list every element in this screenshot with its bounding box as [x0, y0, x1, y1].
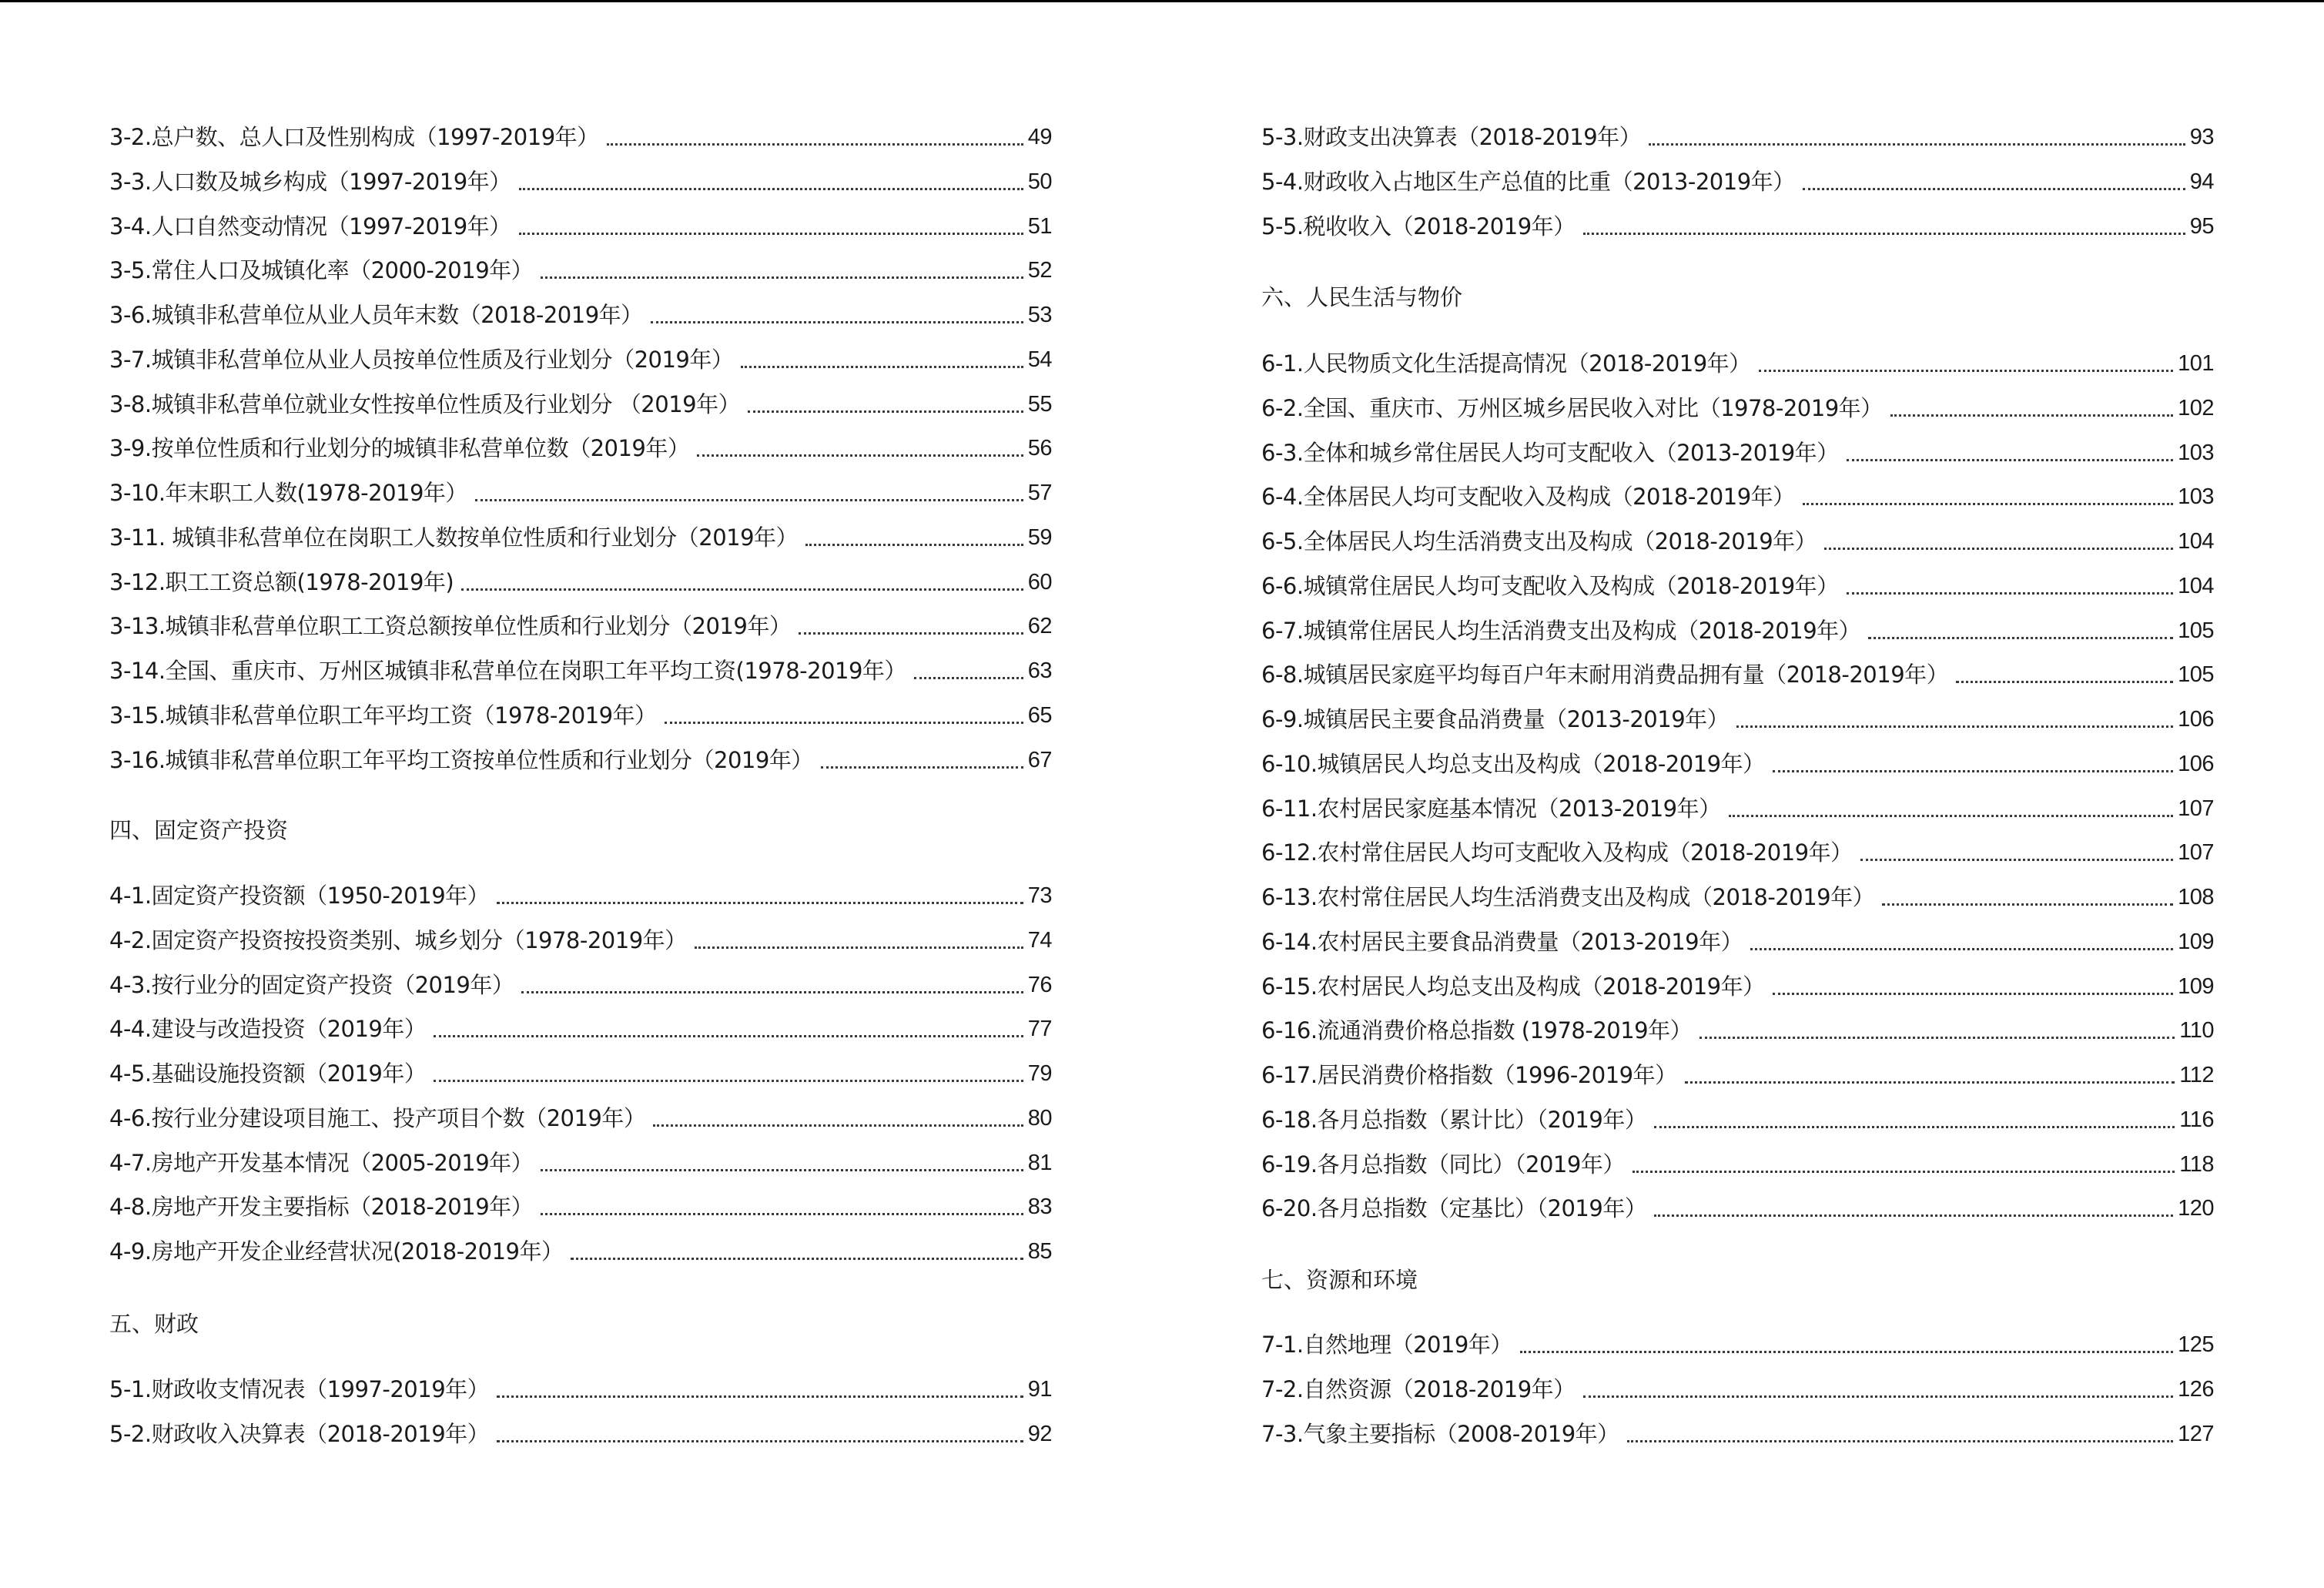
- toc-entry-page-number: 104: [2178, 574, 2214, 598]
- toc-entry-title: 3-13.城镇非私营单位职工工资总额按单位性质和行业划分（2019年）: [109, 613, 792, 639]
- toc-entry-page-number: 55: [1027, 392, 1052, 417]
- toc-entry[interactable]: [109, 654, 1052, 688]
- dot-leader: [541, 276, 1023, 279]
- dot-leader: [1890, 414, 2173, 417]
- toc-entry-title: 7-3.气象主要指标（2008-2019年）: [1261, 1421, 1619, 1447]
- toc-entry-page-number: 80: [1027, 1106, 1052, 1131]
- dot-leader: [519, 233, 1023, 235]
- toc-entry-page-number: 107: [2178, 796, 2214, 821]
- toc-entry-title: 4-8.房地产开发主要指标（2018-2019年）: [109, 1194, 534, 1220]
- toc-entry[interactable]: [1261, 925, 2214, 959]
- toc-entry-title: 6-12.农村常住居民人均可支配收入及构成（2018-2019年）: [1261, 839, 1853, 866]
- toc-entry-title: 6-9.城镇居民主要食品消费量（2013-2019年）: [1261, 706, 1730, 732]
- toc-entry-page-number: 76: [1027, 973, 1052, 997]
- toc-entry[interactable]: [109, 1372, 1052, 1406]
- dot-leader: [1882, 903, 2173, 906]
- toc-entry-title: 5-1.财政收支情况表（1997-2019年）: [109, 1376, 490, 1402]
- toc-entry-title: 6-8.城镇居民家庭平均每百户年末耐用消费品拥有量（2018-2019年）: [1261, 662, 1949, 688]
- dot-leader: [1847, 592, 2173, 595]
- section-heading-living-and-prices: 六、人民生活与物价: [1261, 284, 1463, 310]
- toc-entry-title: 6-2.全国、重庆市、万州区城乡居民收入对比（1978-2019年）: [1261, 395, 1883, 421]
- toc-entry[interactable]: [109, 253, 1052, 287]
- dot-leader: [1583, 1395, 2173, 1398]
- dot-leader: [1759, 370, 2173, 372]
- toc-entry-page-number: 109: [2178, 930, 2214, 954]
- toc-entry[interactable]: [1261, 1058, 2214, 1092]
- dot-leader: [1583, 233, 2185, 235]
- toc-entry[interactable]: [1261, 1013, 2214, 1047]
- toc-entry-title: 6-7.城镇常住居民人均生活消费支出及构成（2018-2019年）: [1261, 618, 1861, 644]
- toc-entry[interactable]: [1261, 836, 2214, 869]
- toc-entry-title: 6-19.各月总指数（同比）（2019年）: [1261, 1151, 1625, 1178]
- dot-leader: [1956, 681, 2173, 683]
- toc-entry-title: 5-2.财政收入决算表（2018-2019年）: [109, 1421, 490, 1447]
- toc-entry[interactable]: [1261, 436, 2214, 470]
- dot-leader: [541, 1169, 1023, 1171]
- dot-leader: [821, 766, 1023, 769]
- toc-entry[interactable]: [1261, 658, 2214, 692]
- dot-leader: [541, 1213, 1023, 1215]
- toc-entry[interactable]: [109, 120, 1052, 154]
- toc-entry[interactable]: [109, 165, 1052, 199]
- toc-entry[interactable]: [1261, 1147, 2214, 1181]
- toc-entry-page-number: 53: [1027, 303, 1052, 327]
- dot-leader: [1803, 503, 2173, 505]
- toc-entry[interactable]: [1261, 1191, 2214, 1225]
- toc-entry[interactable]: [1261, 614, 2214, 648]
- dot-leader: [805, 544, 1023, 546]
- toc-entry-title: 3-16.城镇非私营单位职工年平均工资按单位性质和行业划分（2019年）: [109, 747, 813, 773]
- toc-entry-title: 3-10.年末职工人数(1978-2019年）: [109, 480, 467, 506]
- toc-entry[interactable]: [109, 209, 1052, 243]
- dot-leader: [665, 722, 1023, 724]
- toc-entry-page-number: 103: [2178, 484, 2214, 509]
- toc-entry-title: 6-5.全体居民人均生活消费支出及构成（2018-2019年）: [1261, 528, 1817, 554]
- toc-entry-page-number: 52: [1027, 258, 1052, 283]
- toc-entry-page-number: 108: [2178, 885, 2214, 910]
- toc-entry[interactable]: [1261, 1328, 2214, 1362]
- toc-entry-title: 3-14.全国、重庆市、万州区城镇非私营单位在岗职工年平均工资(1978-2019年）: [109, 658, 906, 684]
- toc-entry-page-number: 59: [1027, 525, 1052, 550]
- toc-entry-page-number: 104: [2178, 529, 2214, 554]
- toc-entry-title: 4-3.按行业分的固定资产投资（2019年）: [109, 972, 514, 998]
- toc-entry-page-number: 107: [2178, 840, 2214, 865]
- toc-entry[interactable]: [1261, 120, 2214, 154]
- toc-entry-title: 3-2.总户数、总人口及性别构成（1997-2019年）: [109, 124, 599, 150]
- toc-entry-title: 4-9.房地产开发企业经营状况(2018-2019年）: [109, 1238, 564, 1265]
- toc-entry-title: 3-15.城镇非私营单位职工年平均工资（1978-2019年）: [109, 702, 657, 729]
- toc-entry-page-number: 101: [2178, 351, 2214, 376]
- toc-entry-title: 4-7.房地产开发基本情况（2005-2019年）: [109, 1150, 534, 1176]
- toc-entry-title: 5-3.财政支出决算表（2018-2019年）: [1261, 124, 1642, 150]
- toc-entry[interactable]: [109, 476, 1052, 510]
- toc-entry-title: 6-20.各月总指数（定基比）（2019年）: [1261, 1195, 1647, 1221]
- toc-entry[interactable]: [1261, 747, 2214, 781]
- toc-entry-title: 3-7.城镇非私营单位从业人员按单位性质及行业划分（2019年）: [109, 347, 734, 373]
- toc-entry[interactable]: [109, 1417, 1052, 1451]
- toc-entry-page-number: 67: [1027, 748, 1052, 772]
- toc-entry-page-number: 62: [1027, 614, 1052, 638]
- toc-entry-page-number: 51: [1027, 214, 1052, 239]
- section-heading-finance: 五、财政: [109, 1311, 199, 1337]
- toc-entry-title: 3-4.人口自然变动情况（1997-2019年）: [109, 213, 511, 240]
- toc-entry[interactable]: [1261, 391, 2214, 425]
- dot-leader: [475, 499, 1023, 501]
- toc-entry-page-number: 110: [2179, 1018, 2214, 1043]
- toc-entry-title: 6-18.各月总指数（累计比）（2019年）: [1261, 1107, 1647, 1133]
- toc-entry-page-number: 73: [1027, 883, 1052, 908]
- dot-leader: [461, 588, 1023, 591]
- dot-leader: [1654, 1126, 2175, 1128]
- toc-entry-title: 6-16.流通消费价格总指数 (1978-2019年）: [1261, 1017, 1693, 1044]
- toc-entry-page-number: 102: [2178, 396, 2214, 420]
- toc-entry[interactable]: [1261, 970, 2214, 1003]
- toc-entry-page-number: 127: [2178, 1422, 2214, 1446]
- toc-entry-title: 6-13.农村常住居民人均生活消费支出及构成（2018-2019年）: [1261, 884, 1875, 910]
- toc-entry-page-number: 109: [2178, 974, 2214, 999]
- toc-entry[interactable]: [109, 431, 1052, 465]
- toc-entry[interactable]: [109, 298, 1052, 332]
- dot-leader: [1773, 993, 2174, 995]
- toc-entry-page-number: 77: [1027, 1017, 1052, 1041]
- toc-entry-page-number: 50: [1027, 169, 1052, 194]
- toc-entry-title: 4-5.基础设施投资额（2019年）: [109, 1060, 427, 1087]
- toc-entry-title: 4-4.建设与改造投资（2019年）: [109, 1016, 427, 1042]
- toc-entry-title: 3-3.人口数及城乡构成（1997-2019年）: [109, 169, 511, 195]
- toc-entry-page-number: 54: [1027, 347, 1052, 372]
- dot-leader: [1632, 1171, 2175, 1173]
- toc-entry-title: 4-6.按行业分建设项目施工、投产项目个数（2019年）: [109, 1105, 646, 1131]
- toc-entry-page-number: 60: [1027, 570, 1052, 595]
- toc-entry[interactable]: [1261, 702, 2214, 736]
- toc-entry[interactable]: [1261, 524, 2214, 558]
- dot-leader: [695, 946, 1023, 949]
- dot-leader: [1736, 725, 2173, 728]
- toc-entry-title: 6-6.城镇常住居民人均可支配收入及构成（2018-2019年）: [1261, 573, 1839, 599]
- toc-entry-page-number: 81: [1027, 1151, 1052, 1175]
- dot-leader: [607, 143, 1023, 146]
- toc-entry-page-number: 120: [2178, 1196, 2214, 1221]
- toc-entry-page-number: 93: [2189, 125, 2214, 149]
- toc-entry-page-number: 105: [2178, 618, 2214, 643]
- toc-entry[interactable]: [1261, 347, 2214, 380]
- dot-leader: [914, 677, 1023, 679]
- dot-leader: [1699, 1037, 2175, 1039]
- toc-entry-title: 6-4.全体居民人均可支配收入及构成（2018-2019年）: [1261, 484, 1795, 510]
- toc-entry-title: 6-17.居民消费价格指数（1996-2019年）: [1261, 1062, 1677, 1088]
- toc-entry-title: 6-11.农村居民家庭基本情况（2013-2019年）: [1261, 796, 1721, 822]
- section-heading-resources-environment: 七、资源和环境: [1261, 1267, 1418, 1293]
- toc-entry-page-number: 95: [2189, 214, 2214, 239]
- dot-leader: [653, 1124, 1023, 1127]
- toc-entry-page-number: 49: [1027, 125, 1052, 149]
- toc-entry[interactable]: [109, 609, 1052, 643]
- toc-entry-title: 6-15.农村居民人均总支出及构成（2018-2019年）: [1261, 973, 1765, 1000]
- toc-entry-page-number: 118: [2179, 1152, 2214, 1177]
- dot-leader: [651, 321, 1023, 323]
- dot-leader: [697, 454, 1023, 457]
- toc-entry-page-number: 116: [2179, 1107, 2214, 1132]
- toc-entry-page-number: 57: [1027, 481, 1052, 505]
- section-heading-fixed-asset-investment: 四、固定资产投资: [109, 817, 289, 843]
- dot-leader: [1847, 459, 2173, 461]
- dot-leader: [799, 632, 1023, 635]
- toc-entry-page-number: 112: [2179, 1063, 2214, 1087]
- toc-entry-title: 7-2.自然资源（2018-2019年）: [1261, 1376, 1576, 1402]
- dot-leader: [519, 188, 1023, 190]
- toc-entry-title: 6-3.全体和城乡常住居民人均可支配收入（2013-2019年）: [1261, 440, 1839, 466]
- toc-entry[interactable]: [109, 743, 1052, 777]
- toc-entry[interactable]: [1261, 1103, 2214, 1137]
- toc-entry[interactable]: [1261, 209, 2214, 243]
- toc-entry[interactable]: [1261, 792, 2214, 826]
- toc-entry[interactable]: [109, 1101, 1052, 1135]
- dot-leader: [571, 1258, 1023, 1260]
- toc-entry-title: 3-12.职工工资总额(1978-2019年): [109, 569, 454, 595]
- toc-entry-title: 3-6.城镇非私营单位从业人员年末数（2018-2019年）: [109, 302, 643, 328]
- dot-leader: [497, 902, 1023, 904]
- toc-entry-title: 4-1.固定资产投资额（1950-2019年）: [109, 883, 490, 909]
- toc-entry[interactable]: [1261, 880, 2214, 914]
- toc-entry-title: 6-10.城镇居民人均总支出及构成（2018-2019年）: [1261, 751, 1765, 777]
- dot-leader: [1868, 637, 2173, 639]
- dot-leader: [1750, 948, 2173, 950]
- toc-entry[interactable]: [1261, 1372, 2214, 1406]
- toc-entry-page-number: 125: [2178, 1332, 2214, 1357]
- toc-entry-page-number: 126: [2178, 1377, 2214, 1402]
- dot-leader: [1803, 188, 2185, 190]
- dot-leader: [434, 1035, 1023, 1037]
- toc-entry[interactable]: [109, 1012, 1052, 1046]
- toc-entry[interactable]: [1261, 1417, 2214, 1451]
- dot-leader: [1729, 815, 2174, 817]
- dot-leader: [1654, 1214, 2173, 1217]
- toc-entry-title: 7-1.自然地理（2019年）: [1261, 1332, 1512, 1358]
- toc-entry-title: 5-5.税收收入（2018-2019年）: [1261, 213, 1576, 240]
- toc-entry[interactable]: [109, 879, 1052, 913]
- toc-entry-page-number: 79: [1027, 1061, 1052, 1086]
- toc-entry-page-number: 105: [2178, 662, 2214, 687]
- toc-entry-title: 3-9.按单位性质和行业划分的城镇非私营单位数（2019年）: [109, 435, 690, 461]
- dot-leader: [1627, 1440, 2173, 1442]
- dot-leader: [1860, 859, 2174, 861]
- toc-entry-page-number: 83: [1027, 1194, 1052, 1219]
- toc-entry-title: 3-5.常住人口及城镇化率（2000-2019年）: [109, 257, 534, 283]
- toc-entry-page-number: 106: [2178, 752, 2214, 776]
- toc-entry[interactable]: [109, 343, 1052, 377]
- toc-entry[interactable]: [109, 923, 1052, 957]
- toc-entry-title: 4-2.固定资产投资按投资类别、城乡划分（1978-2019年）: [109, 927, 687, 953]
- dot-leader: [1649, 143, 2185, 146]
- toc-entry-page-number: 65: [1027, 703, 1052, 728]
- toc-entry-page-number: 63: [1027, 658, 1052, 683]
- toc-entry-page-number: 94: [2189, 169, 2214, 194]
- toc-entry-page-number: 103: [2178, 441, 2214, 465]
- dot-leader: [1685, 1081, 2175, 1084]
- toc-entry[interactable]: [1261, 165, 2214, 199]
- toc-entry-page-number: 85: [1027, 1239, 1052, 1264]
- dot-leader: [741, 366, 1023, 368]
- dot-leader: [1824, 548, 2173, 550]
- toc-entry-page-number: 74: [1027, 928, 1052, 953]
- toc-entry[interactable]: [1261, 480, 2214, 514]
- toc-entry[interactable]: [109, 968, 1052, 1002]
- toc-entry[interactable]: [109, 565, 1052, 599]
- toc-entry[interactable]: [109, 1235, 1052, 1268]
- toc-entry-page-number: 91: [1027, 1377, 1052, 1402]
- dot-leader: [1773, 770, 2174, 772]
- dot-leader: [748, 410, 1023, 413]
- toc-entry[interactable]: [109, 1190, 1052, 1224]
- dot-leader: [497, 1440, 1023, 1442]
- toc-entry[interactable]: [109, 1146, 1052, 1180]
- toc-entry-title: 6-14.农村居民主要食品消费量（2013-2019年）: [1261, 929, 1743, 955]
- toc-entry-title: 6-1.人民物质文化生活提高情况（2018-2019年）: [1261, 350, 1751, 377]
- toc-entry-page-number: 56: [1027, 436, 1052, 461]
- toc-entry-title: 5-4.财政收入占地区生产总值的比重（2013-2019年）: [1261, 169, 1795, 195]
- toc-entry-page-number: 106: [2178, 707, 2214, 732]
- dot-leader: [434, 1080, 1023, 1082]
- dot-leader: [521, 991, 1023, 993]
- toc-entry[interactable]: [1261, 569, 2214, 603]
- toc-entry[interactable]: [109, 521, 1052, 554]
- toc-entry-title: 3-8.城镇非私营单位就业女性按单位性质及行业划分 （2019年）: [109, 391, 741, 417]
- toc-entry-title: 3-11. 城镇非私营单位在岗职工人数按单位性质和行业划分（2019年）: [109, 524, 799, 551]
- toc-entry[interactable]: [109, 387, 1052, 421]
- toc-entry[interactable]: [109, 699, 1052, 732]
- dot-leader: [497, 1395, 1023, 1398]
- dot-leader: [1520, 1351, 2173, 1353]
- toc-entry[interactable]: [109, 1057, 1052, 1090]
- top-border-line: [0, 0, 2324, 2]
- toc-entry-page-number: 92: [1027, 1422, 1052, 1446]
